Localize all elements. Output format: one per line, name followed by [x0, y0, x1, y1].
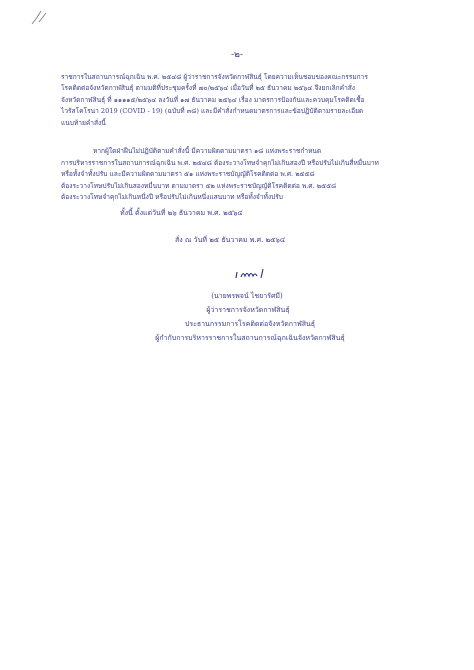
- signer-title-1: ผู้ว่าราชการจังหวัดกาฬสินธุ์: [206, 306, 290, 314]
- paragraph-2-line-2: การบริหารราชการในสถานการณ์ฉุกเฉิน พ.ศ. ๒๕๔๘ ต้องระวางโทษจำคุกไม่เกินสองปี หรือปรับไม่เกินสี่หมื่นบาท: [61, 159, 379, 167]
- paragraph-2-line-5: ต้องระวางโทษจำคุกไม่เกินหนึ่งปี หรือปรับไม่เกินหนึ่งแสนบาท หรือทั้งจำทั้งปรับ: [61, 193, 283, 201]
- signer-name: (นายพรพจน์ ไชยารัศมี): [211, 292, 283, 300]
- paragraph-1-line-4: ไวรัสโคโรนา 2019 (COVID - 19) (ฉบับที่ ๓๘) และมีคำสั่งกำหนดมาตรการและข้อปฏิบัติตามรายละเอียด: [61, 107, 364, 115]
- signer-title-3: ผู้กำกับการบริหารราชการในสถานการณ์ฉุกเฉินจังหวัดกาฬสินธุ์: [155, 334, 345, 342]
- paragraph-1-line-3: จังหวัดกาฬสินธุ์ ที่ ๑๑๑๑๕/๒๕๖๔ ลงวันที่ ๑๗ ธันวาคม ๒๕๖๔ เรื่อง มาตรการป้องกันและควบคุมโรคติดเชื้อ: [61, 96, 365, 104]
- order-date: สั่ง ณ วันที่ ๒๕ ธันวาคม พ.ศ. ๒๕๖๔: [175, 236, 286, 244]
- signer-title-2: ประธานกรรมการโรคติดต่อจังหวัดกาฬสินธุ์: [184, 320, 316, 328]
- signature-image: [233, 266, 275, 282]
- page-number: -๒-: [230, 50, 243, 60]
- paragraph-1-line-5: แนบท้ายคำสั่งนี้: [61, 119, 106, 127]
- paragraph-2-line-4: ต้องระวางโทษปรับไม่เกินสองหมื่นบาท ตามมาตรา ๕๒ แห่งพระราชบัญญัติโรคติดต่อ พ.ศ. ๒๕๕๘: [61, 182, 337, 190]
- pen-mark-icon: [30, 8, 52, 28]
- paragraph-2-line-1: หากผู้ใดฝ่าฝืนไม่ปฏิบัติตามคำสั่งนี้ มีความผิดตามมาตรา ๑๘ แห่งพระราชกำหนด: [93, 147, 322, 155]
- paragraph-1-line-1: ราชการในสถานการณ์ฉุกเฉิน พ.ศ. ๒๕๔๘ ผู้ว่าราชการจังหวัดกาฬสินธุ์ โดยความเห็นชอบของคณะกรรมการ: [61, 73, 368, 81]
- paragraph-1-line-2: โรคติดต่อจังหวัดกาฬสินธุ์ ตามมติที่ประชุมครั้งที่ ๗๐/๒๕๖๔ เมื่อวันที่ ๒๕ ธันวาคม ๒๕๖๔ จึงยกเลิกคำสั่ง: [61, 84, 356, 92]
- effective-date: ทั้งนี้ ตั้งแต่วันที่ ๒๖ ธันวาคม พ.ศ. ๒๕๖๔: [120, 209, 243, 217]
- paragraph-2-line-3: หรือทั้งจำทั้งปรับ และมีความผิดตามมาตรา ๕๑ แห่งพระราชบัญญัติโรคติดต่อ พ.ศ. ๒๕๕๘: [61, 170, 315, 178]
